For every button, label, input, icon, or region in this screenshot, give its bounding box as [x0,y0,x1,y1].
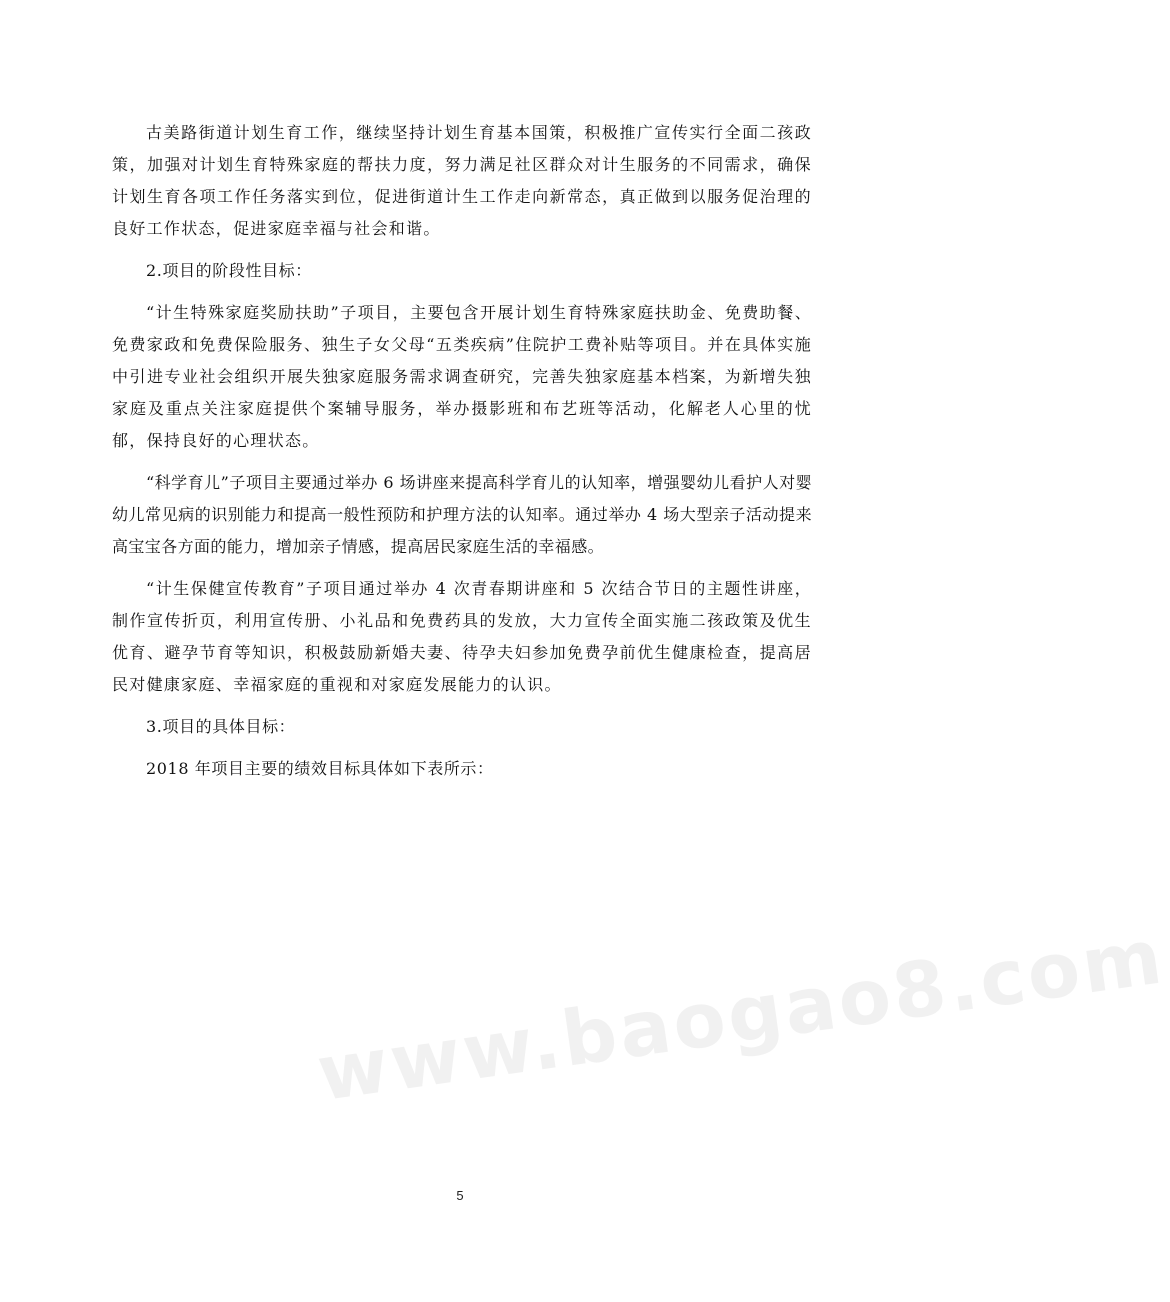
paragraph-health-education-subproject: “计生保健宣传教育”子项目通过举办 4 次青春期讲座和 5 次结合节日的主题性讲座，制作宣传折页，利用宣传册、小礼品和免费药具的发放，大力宣传全面实施二孩政策及优生优育、避孕节育等知识，积极鼓励新婚夫妻、待孕夫妇参加免费孕前优生健康检查，提高居民对健康家庭、幸福家庭的重视和对家庭发展能力的认识。 [112,579,812,694]
paragraph-special-family-subproject: “计生特殊家庭奖励扶助”子项目，主要包含开展计划生育特殊家庭扶助金、免费助餐、免费家政和免费保险服务、独生子女父母“五类疾病”住院护工费补贴等项目。并在具体实施中引进专业社会组织开展失独家庭服务需求调查研究，完善失独家庭基本档案，为新增失独家庭及重点关注家庭提供个案辅导服务，举办摄影班和布艺班等活动，化解老人心里的忧郁，保持良好的心理状态。 [112,303,812,450]
heading-stage-goals: 2.项目的阶段性目标： [146,261,312,280]
paragraph-parenting-subproject: “科学育儿”子项目主要通过举办 6 场讲座来提高科学育儿的认知率，增强婴幼儿看护人对婴幼儿常见病的识别能力和提高一般性预防和护理方法的认知率。通过举办 4 场大型亲子活动提来高宝宝各方面的能力，增加亲子情感，提高居民家庭生活的幸福感。 [112,473,812,556]
watermark: www.baogao8.com [312,911,1170,1119]
document-body [112,117,812,795]
heading-specific-goals: 3.项目的具体目标： [146,717,296,736]
paragraph-performance-intro: 2018 年项目主要的绩效目标具体如下表所示： [146,759,494,778]
paragraph-overview: 古美路街道计划生育工作，继续坚持计划生育基本国策，积极推广宣传实行全面二孩政策，加强对计划生育特殊家庭的帮扶力度，努力满足社区群众对计生服务的不同需求，确保计划生育各项工作任务落实到位，促进街道计生工作走向新常态，真正做到以服务促治理的良好工作状态，促进家庭幸福与社会和谐。 [112,123,812,238]
page-number: 5 [456,1188,464,1203]
